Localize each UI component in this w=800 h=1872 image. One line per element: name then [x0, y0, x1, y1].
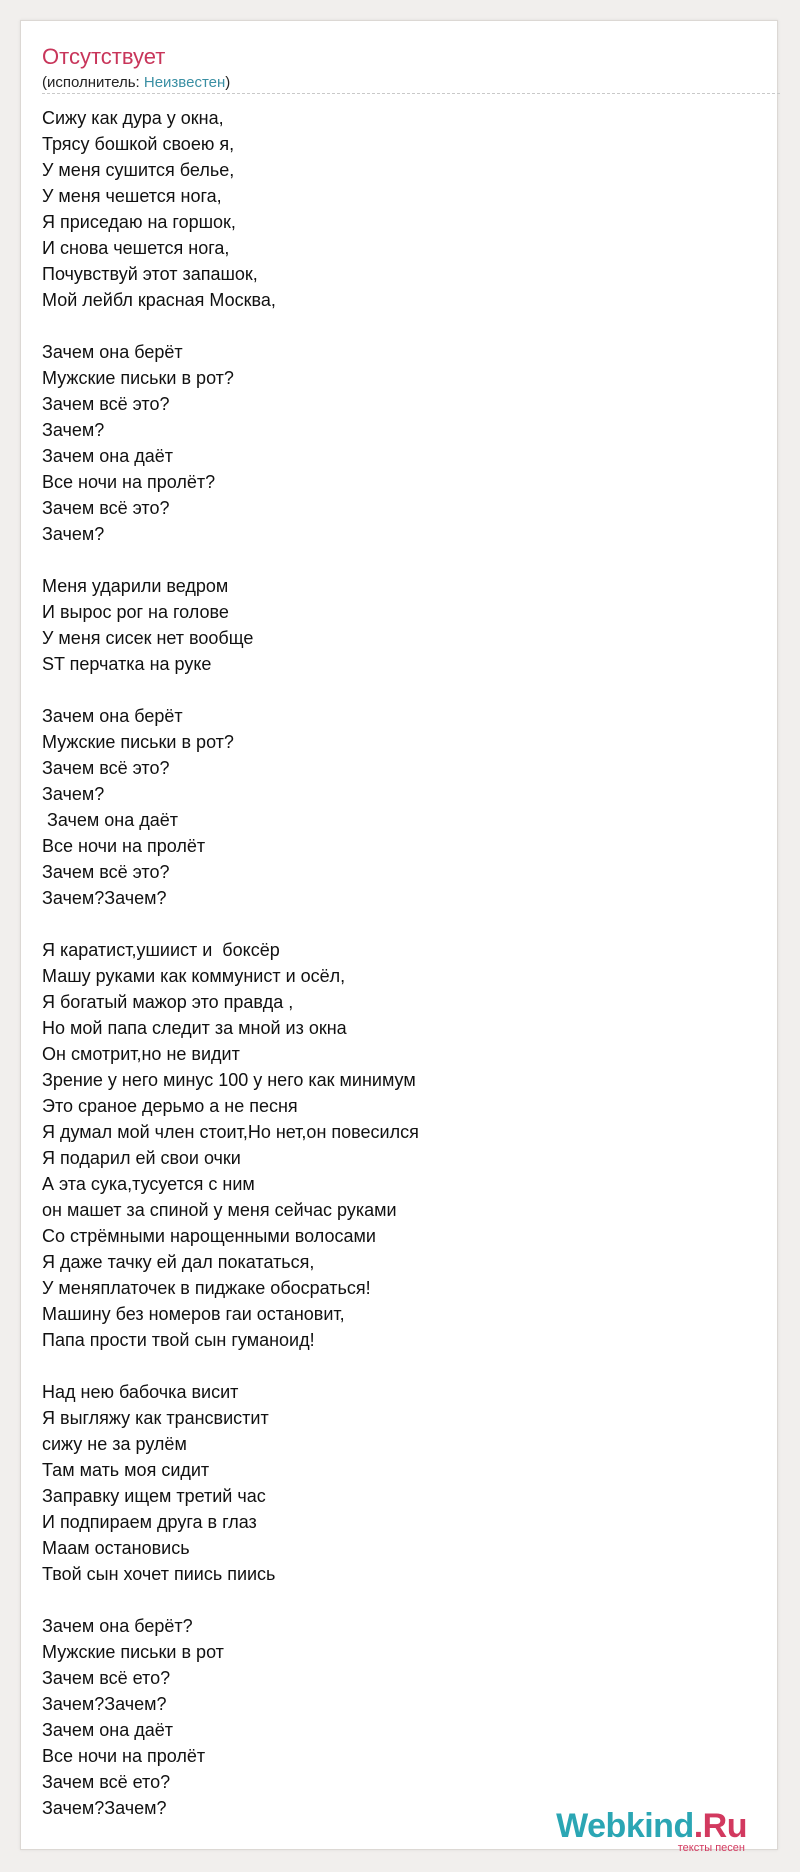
lyric-blank-line — [42, 1353, 762, 1379]
lyric-blank-line — [42, 677, 762, 703]
logo-tld-text: .Ru — [693, 1807, 747, 1845]
artist-link[interactable]: Неизвестен — [143, 74, 226, 91]
lyric-line: Над нею бабочка висит — [42, 1382, 239, 1402]
lyric-line: У меняплаточек в пиджаке обосраться! — [42, 1278, 371, 1298]
lyric-line: Зачем? — [42, 420, 105, 440]
lyric-blank-line — [42, 313, 762, 339]
lyric-line: Все ночи на пролёт? — [42, 472, 216, 492]
lyric-line: Зачем она даёт — [42, 810, 178, 830]
logo-tagline: тексты песен — [677, 1842, 745, 1854]
lyric-line: Я выгляжу как трансвистит — [42, 1408, 269, 1428]
webkind-logo[interactable] — [556, 1807, 747, 1854]
lyric-line: Машину без номеров гаи остановит, — [42, 1304, 345, 1324]
lyric-line: Со стрёмными нарощенными волосами — [42, 1226, 376, 1246]
lyric-line: Меня ударили ведром — [42, 576, 229, 596]
lyric-line: Зрение у него минус 100 у него как минимум — [42, 1070, 416, 1090]
lyric-blank-line — [42, 911, 762, 937]
lyric-line: Заправку ищем третий час — [42, 1486, 266, 1506]
lyric-line: Зачем всё ето? — [42, 1668, 171, 1688]
lyric-line: сижу не за рулём — [42, 1434, 187, 1454]
lyric-line: Зачем?Зачем? — [42, 888, 167, 908]
lyric-line: ST перчатка на руке — [42, 654, 212, 674]
lyric-line: Я приседаю на горшок, — [42, 212, 236, 232]
lyric-line: он машет за спиной у меня сейчас руками — [42, 1200, 397, 1220]
lyric-line: И снова чешется нога, — [42, 238, 230, 258]
lyric-line: Зачем?Зачем? — [42, 1694, 167, 1714]
artist-prefix: (исполнитель: — [42, 74, 144, 91]
lyric-line: И вырос рог на голове — [42, 602, 229, 622]
lyric-line: Зачем всё это? — [42, 498, 170, 518]
lyric-line: Мужские письки в рот? — [42, 732, 234, 752]
lyric-line: Зачем всё это? — [42, 862, 170, 882]
lyric-line: Папа прости твой сын гуманоид! — [42, 1330, 315, 1350]
lyric-line: Зачем она берёт? — [42, 1616, 193, 1636]
lyric-blank-line — [42, 1587, 762, 1613]
lyric-line: У меня сушится белье, — [42, 160, 235, 180]
lyric-line: Зачем она берёт — [42, 706, 183, 726]
lyric-line: Я даже тачку ей дал покататься, — [42, 1252, 315, 1272]
logo-wordmark — [556, 1809, 747, 1843]
lyric-line: Зачем она даёт — [42, 446, 173, 466]
lyric-line: Мужские письки в рот — [42, 1642, 224, 1662]
lyric-line: И подпираем друга в глаз — [42, 1512, 257, 1532]
lyric-line: Я думал мой член стоит,Но нет,он повесился — [42, 1122, 419, 1142]
lyric-line: Это сраное дерьмо а не песня — [42, 1096, 298, 1116]
lyrics-card — [20, 20, 778, 1854]
lyric-line: Но мой папа следит за мной из окна — [42, 1018, 347, 1038]
lyric-line: Он смотрит,но не видит — [42, 1044, 240, 1064]
lyric-line: Твой сын хочет пиись пиись — [42, 1564, 276, 1584]
logo-main-text: Webkind — [556, 1807, 694, 1845]
lyric-line: Зачем она даёт — [42, 1720, 173, 1740]
lyric-line: Я богатый мажор это правда , — [42, 992, 294, 1012]
title-divider — [42, 93, 780, 94]
lyric-line: Я подарил ей свои очки — [42, 1148, 241, 1168]
lyrics-text — [42, 105, 762, 1821]
lyric-line: А эта сука,тусуется с ним — [42, 1174, 255, 1194]
lyric-line: Там мать моя сидит — [42, 1460, 210, 1480]
song-title: Отсутствует — [42, 44, 166, 69]
lyric-line: Мой лейбл красная Москва, — [42, 290, 276, 310]
lyric-line: Маам остановись — [42, 1538, 190, 1558]
lyric-line: У меня чешется нога, — [42, 186, 222, 206]
lyric-line: Почувствуй этот запашок, — [42, 264, 258, 284]
artist-line — [42, 73, 230, 93]
lyric-line: У меня сисек нет вообще — [42, 628, 254, 648]
lyric-line: Машу руками как коммунист и осёл, — [42, 966, 346, 986]
lyric-line: Зачем всё ето? — [42, 1772, 171, 1792]
lyric-line: Мужские письки в рот? — [42, 368, 234, 388]
lyric-line: Трясу бошкой своею я, — [42, 134, 235, 154]
lyric-line: Все ночи на пролёт — [42, 1746, 206, 1766]
lyric-line: Я каратист,ушиист и боксёр — [42, 940, 280, 960]
lyric-blank-line — [42, 547, 762, 573]
lyric-line: Все ночи на пролёт — [42, 836, 206, 856]
lyric-line: Сижу как дура у окна, — [42, 108, 224, 128]
lyric-line: Зачем всё это? — [42, 394, 170, 414]
lyric-line: Зачем? — [42, 784, 105, 804]
lyric-line: Зачем? — [42, 524, 105, 544]
lyric-line: Зачем она берёт — [42, 342, 183, 362]
lyric-line: Зачем всё это? — [42, 758, 170, 778]
lyric-line: Зачем?Зачем? — [42, 1798, 167, 1818]
artist-suffix: ) — [225, 74, 231, 91]
